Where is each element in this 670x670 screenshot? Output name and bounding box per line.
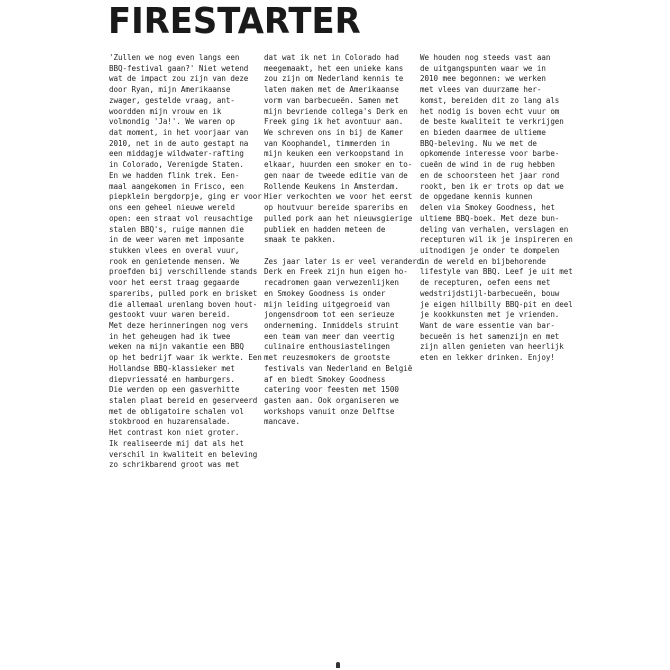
text-line: je eigen hillbilly BBQ-pit en deel xyxy=(420,299,573,309)
text-line: volmondig 'Ja!'. We waren op xyxy=(109,117,235,127)
page-marker xyxy=(336,662,340,668)
text-line: in de weer waren met imposante xyxy=(109,235,244,245)
text-line: de uitgangspunten waar we in xyxy=(420,63,546,73)
text-line: Zes jaar later is er veel veranderd. xyxy=(264,256,426,266)
text-line: laten maken met de Amerikaanse xyxy=(264,85,399,95)
text-line: BBQ-beleving. Nu we met de xyxy=(420,138,537,148)
text-line: af en biedt Smokey Goodness xyxy=(264,374,386,384)
page-title: FIRESTARTER xyxy=(108,1,361,42)
text-line: gen naar de tweede editie van de xyxy=(264,170,408,180)
text-line: en bieden daarmee de ultieme xyxy=(420,128,546,138)
text-line: Met deze herinneringen nog vers xyxy=(109,320,249,330)
text-line: We schreven ons in bij de Kamer xyxy=(264,128,404,138)
text-line: maal aangekomen in Frisco, een xyxy=(109,181,244,191)
text-line: open: een straat vol reusachtige xyxy=(109,213,253,223)
text-line: becueën is het samenzijn en met xyxy=(420,331,560,341)
text-line: proefden bij verschillende stands xyxy=(109,267,258,277)
text-line: zo schrikbarend groot was met xyxy=(109,460,240,470)
text-line: met reuzesmokers de grootste xyxy=(264,353,390,363)
text-line: gasten aan. Ook organiseren we xyxy=(264,396,399,405)
text-line: het nodig is boven echt vuur om xyxy=(420,106,560,116)
text-line: smaak te pakken. xyxy=(264,235,336,245)
text-line: elkaar, huurden een smoker en to- xyxy=(264,160,413,170)
text-line: zijn allen genieten van heerlijk xyxy=(420,342,564,352)
text-line: met vlees van duurzame her- xyxy=(420,85,542,95)
text-line: rookt, ben ik er trots op dat we xyxy=(420,181,564,191)
text-line: recepturen wil ik je inspireren en xyxy=(420,235,573,245)
text-line: en de schoorsteen het jaar rond xyxy=(420,170,560,180)
text-line: festivals van Nederland en België xyxy=(264,363,413,373)
text-line: Freek ging ik het avontuur aan. xyxy=(264,117,404,127)
text-column-1 xyxy=(109,53,262,471)
text-line: meegemaakt, het een unieke kans xyxy=(264,63,404,73)
text-line: weken na mijn vakantie een BBQ xyxy=(109,342,244,352)
text-line: 2010 mee begonnen: we werken xyxy=(420,74,546,84)
text-line: door Ryan, mijn Amerikaanse xyxy=(109,85,231,95)
text-line: stalen BBQ's, ruige mannen die xyxy=(109,224,244,234)
text-line: de recepturen, oefen eens met xyxy=(420,278,551,288)
text-line: verschil in kwaliteit en beleving xyxy=(109,449,258,459)
text-column-2 xyxy=(264,53,426,428)
text-line: 2010, net in de auto gestapt na xyxy=(109,138,249,148)
text-line: woordden mijn vrouw en ik xyxy=(109,106,222,116)
text-line: Hier verkochten we voor het eerst xyxy=(264,192,413,202)
text-line: 'Zullen we nog even langs een xyxy=(109,53,240,62)
text-line: mijn bevriende collega's Derk en xyxy=(264,106,408,116)
text-line: Het contrast kon niet groter. xyxy=(109,428,240,438)
text-line: in de wereld en bijbehorende xyxy=(420,256,546,266)
text-line: die allemaal urenlang boven hout- xyxy=(109,299,258,309)
text-line: diepvriessaté en hamburgers. xyxy=(109,374,235,384)
text-line: gestookt vuur waren bereid. xyxy=(109,310,231,320)
text-line: rook en genietende mensen. We xyxy=(109,256,240,266)
text-line: wedstrijdstijl-barbecueën, bouw xyxy=(420,288,560,298)
text-line: dat wat ik net in Colorado had xyxy=(264,53,399,62)
text-line: wat de impact zou zijn van deze xyxy=(109,74,249,84)
text-line: dat moment, in het voorjaar van xyxy=(109,128,249,138)
text-line: culinaire enthousiastelingen xyxy=(264,342,390,352)
text-line: jongensdroom tot een serieuze xyxy=(264,310,395,320)
text-line: komst, bereiden dit zo lang als xyxy=(420,95,560,105)
text-line: een middagje wildwater-rafting xyxy=(109,149,244,159)
text-line: BBQ-festival gaan?' Niet wetend xyxy=(109,63,249,73)
text-line: eten en lekker drinken. Enjoy! xyxy=(420,353,555,363)
text-line: een team van meer dan veertig xyxy=(264,331,395,341)
text-line: ons een geheel nieuwe wereld xyxy=(109,203,235,213)
text-line: mijn leiding uitgegroeid van xyxy=(264,299,390,309)
text-line: Derk en Freek zijn hun eigen ho- xyxy=(264,267,408,277)
text-line: zwager, gestelde vraag, ant- xyxy=(109,95,235,105)
text-line: Rollende Keukens in Amsterdam. xyxy=(264,181,399,191)
text-line: in het geheugen had ik twee xyxy=(109,331,231,341)
text-line: vorm van barbecueën. Samen met xyxy=(264,95,399,105)
text-line: met de obligatoire schalen vol xyxy=(109,406,244,416)
text-line: piepklein bergdorpje, ging er voor xyxy=(109,192,262,202)
text-line: zou zijn om Nederland kennis te xyxy=(264,74,404,84)
text-line: Die werden op een gasverhitte xyxy=(109,385,240,395)
text-line: opkomende interesse voor barbe- xyxy=(420,149,560,159)
text-line: de opgedane kennis kunnen xyxy=(420,192,533,202)
text-line: deling van verhalen, verslagen en xyxy=(420,224,569,234)
text-line: ultieme BBQ-boek. Met deze bun- xyxy=(420,213,560,223)
text-line: Ik realiseerde mij dat als het xyxy=(109,438,244,448)
text-line: voor het eerst traag gegaarde xyxy=(109,278,240,288)
text-line: catering voor feesten met 1500 xyxy=(264,385,399,395)
text-line: pulled pork aan het nieuwsgierige xyxy=(264,213,413,223)
text-line: delen via Smokey Goodness, het xyxy=(420,203,555,213)
text-line: recadromen gaan verwezenlijken xyxy=(264,278,399,288)
text-line: stokbrood en huzarensalade. xyxy=(109,417,231,427)
text-line: onderneming. Inmiddels struint xyxy=(264,320,399,330)
text-line: publiek en hadden meteen de xyxy=(264,224,386,234)
text-line: uitnodigen je onder te dompelen xyxy=(420,245,560,255)
text-line: op houtvuur bereide spareribs en xyxy=(264,203,408,213)
text-line: workshops vanuit onze Delftse xyxy=(264,406,395,416)
text-line: mijn keuken een verkoopstand in xyxy=(264,149,404,159)
text-line: Want de ware essentie van bar- xyxy=(420,320,555,330)
text-line xyxy=(264,246,414,257)
text-line: cueën de wind in de rug hebben xyxy=(420,160,555,170)
text-line: de beste kwaliteit te verkrijgen xyxy=(420,117,564,127)
text-column-3 xyxy=(420,53,573,364)
text-line: in Colorado, Verenigde Staten. xyxy=(109,160,244,170)
text-line: stukken vlees en overal vuur, xyxy=(109,245,240,255)
text-line: lifestyle van BBQ. Leef je uit met xyxy=(420,267,573,277)
text-line: mancave. xyxy=(264,417,300,427)
text-line: je kookkunsten met je vrienden. xyxy=(420,310,560,320)
text-line: En we hadden flink trek. Een- xyxy=(109,170,240,180)
text-line: spareribs, pulled pork en brisket xyxy=(109,288,258,298)
text-line: op het bedrijf waar ik werkte. Een xyxy=(109,353,262,363)
text-line: stalen plaat bereid en geserveerd xyxy=(109,396,258,405)
text-line: Hollandse BBQ-klassieker met xyxy=(109,363,235,373)
text-line: en Smokey Goodness is onder xyxy=(264,288,386,298)
text-line: van Koophandel, timmerden in xyxy=(264,138,390,148)
text-line: We houden nog steeds vast aan xyxy=(420,53,551,62)
